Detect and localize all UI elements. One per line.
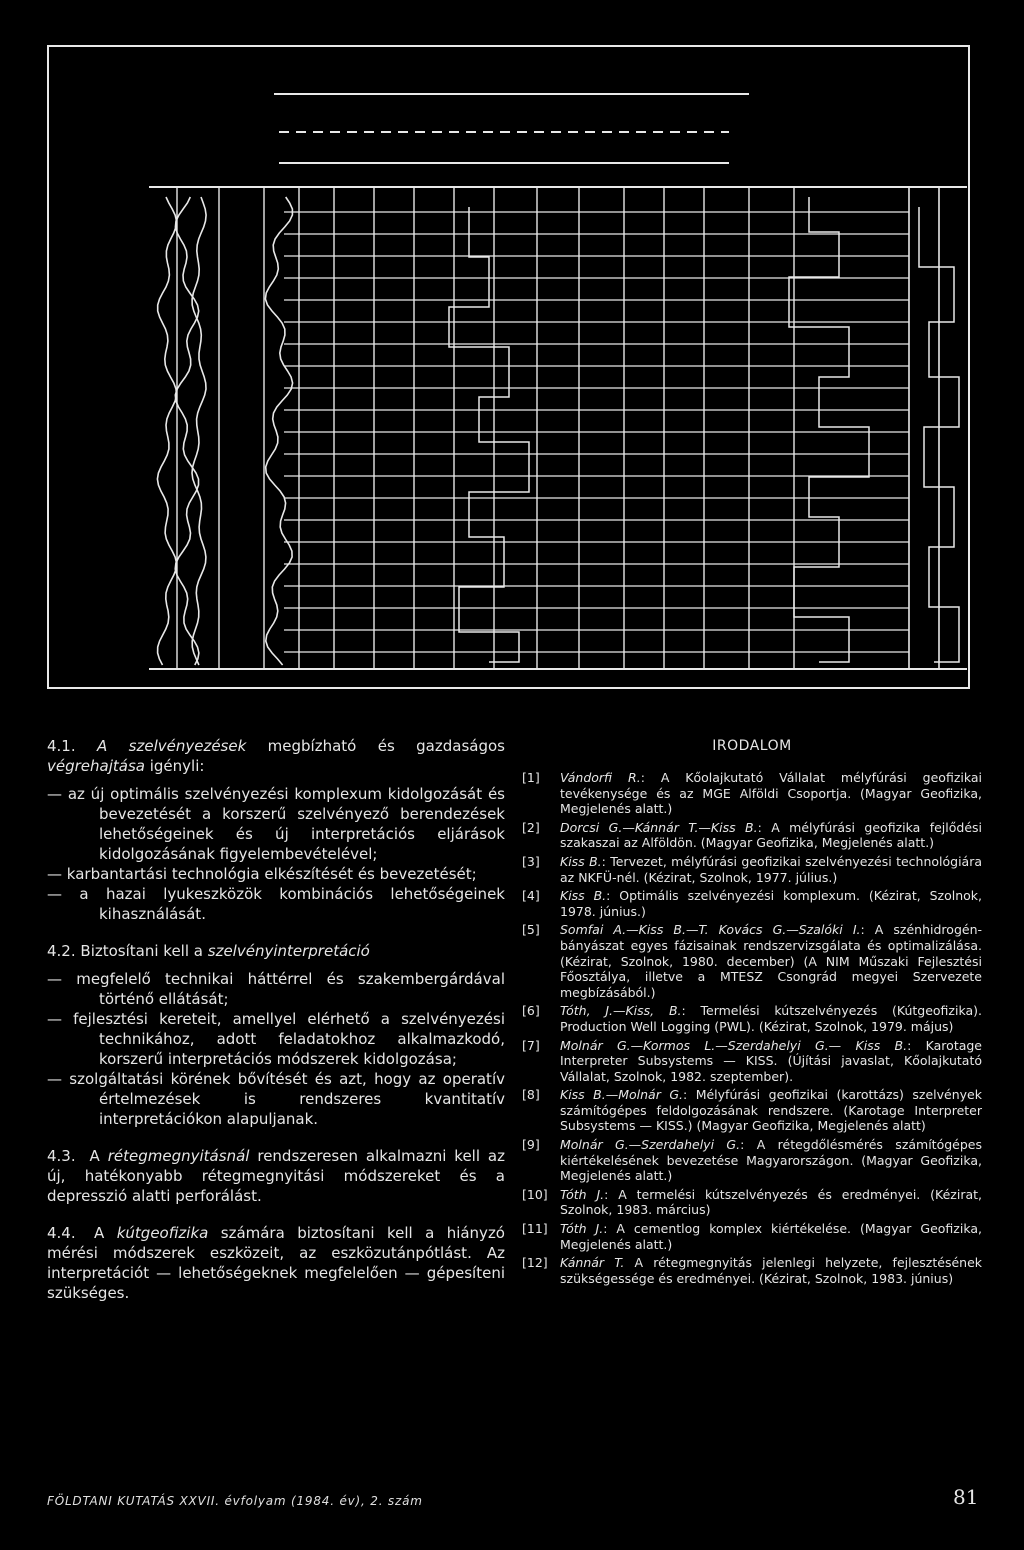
reference-number: [1] <box>522 770 540 785</box>
log-curve <box>265 197 292 665</box>
body-text: számára biztosítani kell a hiányzó mérési módszerek eszközeit, az eszközutánpótlást. Az interpretációt — lehetőségeknek megfelelően — gépesíteni szükséges. <box>47 1224 505 1302</box>
log-chart-figure <box>47 45 970 689</box>
reference-item <box>522 1087 982 1134</box>
step-curve <box>789 197 869 662</box>
log-chart-graphic <box>49 47 968 687</box>
italic-term: A szelvényezések <box>97 737 247 755</box>
list-item: — az új optimális szelvényezési komplexum kidolgozását és bevezetését a korszerű szelvényező berendezések lehetőségeinek és új interpretációs eljárások kidolgozásának figyelembevételével; <box>47 784 505 864</box>
reference-number: [12] <box>522 1255 548 1271</box>
reference-authors: Dorcsi G.—Kánnár T.—Kiss B. <box>560 819 758 835</box>
reference-item <box>522 854 982 885</box>
step-curve <box>449 207 529 662</box>
reference-item <box>522 888 982 919</box>
reference-text <box>560 1003 982 1034</box>
reference-body: A rétegmegnyitás jelenlegi helyzete, fejlesztésének szükségessége és eredményei. (Kézirat, Szolnok, 1983. június) <box>560 1255 983 1286</box>
reference-text <box>560 1221 982 1252</box>
section-number: 4.2. <box>47 942 76 960</box>
reference-authors: Molnár G.—Kormos L.—Szerdahelyi G.— Kiss B. <box>560 1037 908 1053</box>
reference-body: : Tervezet, mélyfúrási geofizikai szelvényezési technológiára az NKFÜ-nél. (Kézirat, Szolnok, 1977. július.) <box>560 853 983 885</box>
section-4-3 <box>47 1146 505 1206</box>
reference-authors: Kiss B.—Molnár G. <box>560 1087 683 1103</box>
reference-text <box>560 1255 982 1286</box>
list-item: — karbantartási technológia elkészítését és bevezetését; <box>47 864 505 884</box>
references-column <box>522 736 982 1289</box>
reference-body: : A szénhidrogén-bányászat egyes fázisainak rendszervizsgálata és optimalizálása. (Kézirat, Szolnok, 1980. december) (A NIM Műszaki Fejlesztési Főosztálya, illetve a MTESZ Csongrád megyei Szervezete megbízásából.) <box>560 922 982 1000</box>
log-curve <box>175 197 199 665</box>
body-text: A <box>94 1224 117 1242</box>
reference-authors: Molnár G.—Szerdahelyi G. <box>560 1137 741 1153</box>
reference-number: [9] <box>522 1137 540 1153</box>
reference-item <box>522 1255 982 1286</box>
reference-authors: Kiss B. <box>560 853 602 869</box>
section-4-4 <box>47 1223 505 1303</box>
section-number: 4.3. <box>47 1147 76 1165</box>
section-4-1-list <box>47 784 505 924</box>
reference-number: [4] <box>522 888 540 904</box>
reference-text <box>560 1087 982 1134</box>
reference-item <box>522 1221 982 1252</box>
reference-body: : A cementlog komplex kiértékelése. (Magyar Geofizika, Megjelenés alatt.) <box>560 1221 982 1252</box>
list-item: — megfelelő technikai háttérrel és szakembergárdával történő ellátását; <box>47 969 505 1009</box>
section-4-2 <box>47 941 505 961</box>
italic-term: végrehajtása <box>47 757 145 775</box>
reference-text <box>560 1187 982 1218</box>
italic-term: rétegmegnyitásnál <box>107 1147 250 1165</box>
reference-text <box>560 770 982 817</box>
body-text: Biztosítani kell a <box>80 942 208 960</box>
body-text: igényli: <box>144 757 205 775</box>
reference-text <box>560 1038 982 1085</box>
reference-body: : A mélyfúrási geofizika fejlődési szakaszai az Alföldön. (Magyar Geofizika, Megjelenés alatt.) <box>560 819 982 851</box>
references-heading: IRODALOM <box>712 738 792 754</box>
journal-footer: FÖLDTANI KUTATÁS XXVII. évfolyam (1984. év), 2. szám <box>47 1494 423 1508</box>
list-item: — fejlesztési kereteit, amellyel elérhető a szelvényezési technikához, adott feladatokhoz alkalmazkodó, korszerű interpretációs módszerek kidolgozása; <box>47 1009 505 1069</box>
body-text: rendszeresen alkalmazni kell az új, hatékonyabb rétegmegnyitási módszereket és a depresszió alatti perforálást. <box>47 1147 505 1205</box>
list-item: — szolgáltatási körének bővítését és azt, hogy az operatív értelmezések is rendszeres kvantitatív interpretációkon alapuljanak. <box>47 1069 505 1129</box>
reference-body: : Termelési kútszelvényezés (Kútgeofizika). Production Well Logging (PWL). (Kézirat, Szolnok, 1979. május) <box>560 1003 982 1034</box>
reference-body: : Mélyfúrási geofizikai (karottázs) szelvények számítógépes feldolgozásának rendszere. (Karotage Interpreter Subsystems — KISS.) (Magyar Geofizika, Megjelenés alatt) <box>560 1087 982 1134</box>
reference-text <box>560 888 982 919</box>
reference-authors: Tóth J. <box>560 1221 604 1237</box>
reference-number: [3] <box>522 853 540 869</box>
reference-authors: Kiss B. <box>560 888 607 904</box>
section-number: 4.1. <box>47 737 76 755</box>
reference-body: : A termelési kútszelvényezés és eredményei. (Kézirat, Szolnok, 1983. március) <box>560 1186 982 1218</box>
reference-body: : A Kőolajkutató Vállalat mélyfúrási geofizikai tevékenysége és az MGE Alföldi Csoportja. (Magyar Geofizika, Megjelenés alatt.) <box>560 770 983 817</box>
section-4-1 <box>47 736 505 776</box>
reference-item <box>522 922 982 1000</box>
italic-term: szelvényinterpretáció <box>207 942 370 960</box>
reference-number: [10] <box>522 1186 548 1202</box>
reference-text <box>560 1137 982 1184</box>
reference-item <box>522 1038 982 1085</box>
body-text: A <box>89 1147 108 1165</box>
log-curve <box>192 197 206 665</box>
reference-text <box>560 854 982 885</box>
reference-item <box>522 1003 982 1034</box>
reference-authors: Tóth, J.—Kiss, B. <box>560 1003 682 1019</box>
left-column <box>47 736 505 1320</box>
reference-item <box>522 820 982 851</box>
reference-item <box>522 770 982 817</box>
reference-body: : A rétegdőlésmérés számítógépes kiértékelésének bevezetése Magyarországon. (Magyar Geofizika, Megjelenés alatt.) <box>560 1137 982 1184</box>
reference-item <box>522 1137 982 1184</box>
reference-authors: Tóth J. <box>560 1186 605 1202</box>
reference-body: : Optimális szelvényezési komplexum. (Kézirat, Szolnok, 1978. június.) <box>560 888 983 919</box>
reference-number: [6] <box>522 1003 540 1019</box>
reference-number: [2] <box>522 819 540 835</box>
page-number: 81 <box>953 1485 979 1509</box>
reference-authors: Somfai A.—Kiss B.—T. Kovács G.—Szalóki I. <box>560 922 861 938</box>
reference-authors: Kánnár T. <box>560 1255 625 1271</box>
reference-text <box>560 922 982 1000</box>
reference-body: : Karotage Interpreter Subsystems — KISS. (Újítási javaslat, Kőolajkutató Vállalat, Szolnok, 1982. szeptember). <box>560 1037 982 1084</box>
reference-number: [7] <box>522 1037 540 1053</box>
reference-text <box>560 820 982 851</box>
body-text: megbízható és gazdaságos <box>246 737 505 755</box>
reference-authors: Vándorfi R. <box>560 770 641 785</box>
section-number: 4.4. <box>47 1224 76 1242</box>
reference-number: [5] <box>522 922 540 938</box>
log-curve <box>157 197 176 665</box>
reference-item <box>522 1187 982 1218</box>
reference-number: [11] <box>522 1221 548 1237</box>
italic-term: kútgeofizika <box>116 1224 209 1242</box>
section-4-2-list <box>47 969 505 1129</box>
references-list <box>522 770 982 1286</box>
list-item: — a hazai lyukeszközök kombinációs lehetőségeinek kihasználását. <box>47 884 505 924</box>
reference-number: [8] <box>522 1087 540 1103</box>
